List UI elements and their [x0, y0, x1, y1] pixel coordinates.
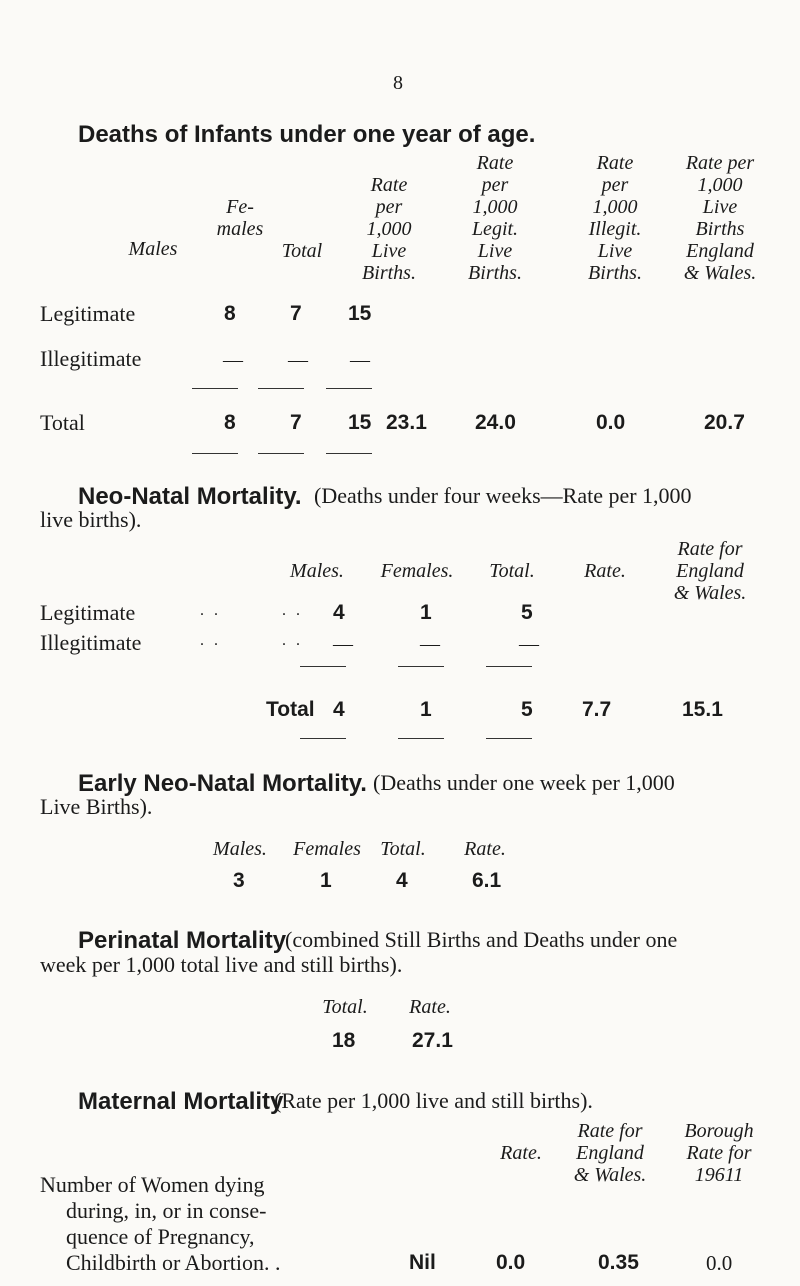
maternal-row-label: during, in, or in conse- — [66, 1198, 267, 1223]
early-neonatal-header-females: Females — [293, 838, 361, 860]
maternal-header-borough: Borough Rate for 19611 — [684, 1120, 754, 1186]
neonatal-cell-males: — — [333, 633, 353, 655]
infants-row-label: Legitimate — [40, 301, 136, 326]
neonatal-total-females: 1 — [420, 698, 432, 721]
maternal-row-label: Childbirth or Abortion. . — [66, 1250, 281, 1275]
infants-total-rate-illegit: 0.0 — [596, 411, 626, 434]
perinatal-title: Perinatal Mortality — [78, 927, 287, 954]
infants-header-rate-legit: Rate per 1,000 Legit. Live Births. — [468, 152, 522, 284]
neonatal-header-total: Total. — [489, 560, 535, 582]
divider — [258, 453, 304, 454]
infants-total-rate-live: 23.1 — [386, 411, 427, 434]
infants-header-males: Males — [128, 238, 178, 260]
leader-dots: . . — [200, 632, 221, 649]
early-neonatal-header-total: Total. — [380, 838, 426, 860]
infants-total-females: 7 — [290, 411, 302, 434]
infants-title: Deaths of Infants under one year of age. — [78, 121, 536, 148]
maternal-row-label: quence of Pregnancy, — [66, 1224, 255, 1249]
perinatal-desc: (combined Still Births and Deaths under one — [285, 927, 678, 952]
infants-cell-total: — — [350, 349, 370, 371]
early-neonatal-total: 4 — [396, 869, 408, 892]
infants-total-rate-legit: 24.0 — [475, 411, 516, 434]
perinatal-header-total: Total. — [322, 996, 368, 1018]
leader-dots: . . — [200, 602, 221, 619]
infants-cell-males: 8 — [224, 302, 236, 325]
neonatal-header-rate-england: Rate for England & Wales. — [673, 538, 747, 604]
divider — [326, 388, 372, 389]
leader-dots: . . — [282, 602, 303, 619]
neonatal-row-label: Illegitimate — [40, 630, 142, 655]
early-neonatal-desc: (Deaths under one week per 1,000 — [373, 770, 675, 795]
infants-total-label: Total — [40, 410, 85, 435]
neonatal-cell-total: 5 — [521, 601, 533, 624]
neonatal-cell-females: — — [420, 633, 440, 655]
infants-header-rate-illegit: Rate per 1,000 Illegit. Live Births. — [588, 152, 642, 284]
infants-cell-total: 15 — [348, 302, 372, 325]
divider — [192, 388, 238, 389]
maternal-rate-england: 0.35 — [598, 1251, 639, 1274]
infants-total-males: 8 — [224, 411, 236, 434]
neonatal-title: Neo-Natal Mortality. — [78, 483, 302, 510]
maternal-count: Nil — [409, 1251, 436, 1274]
neonatal-row-label: Legitimate — [40, 600, 136, 625]
neonatal-cell-total: — — [519, 633, 539, 655]
maternal-title: Maternal Mortality — [78, 1088, 284, 1115]
neonatal-header-males: Males. — [290, 560, 344, 582]
divider — [398, 666, 444, 667]
neonatal-desc-cont: live births). — [40, 507, 142, 532]
neonatal-total-rate-england: 15.1 — [682, 698, 723, 721]
perinatal-desc-cont: week per 1,000 total live and still births). — [40, 952, 403, 977]
page-number: 8 — [393, 72, 403, 94]
maternal-desc: (Rate per 1,000 live and still births). — [274, 1088, 593, 1113]
perinatal-rate: 27.1 — [412, 1029, 453, 1052]
divider — [486, 738, 532, 739]
leader-dots: . . — [282, 632, 303, 649]
infants-total-total: 15 — [348, 411, 372, 434]
early-neonatal-rate: 6.1 — [472, 869, 502, 892]
perinatal-total: 18 — [332, 1029, 356, 1052]
infants-cell-females: — — [288, 349, 308, 371]
neonatal-header-females: Females. — [380, 560, 454, 582]
infants-header-rate-live: Rate per 1,000 Live Births. — [362, 174, 416, 284]
early-neonatal-males: 3 — [233, 869, 245, 892]
early-neonatal-females: 1 — [320, 869, 332, 892]
maternal-header-rate: Rate. — [500, 1142, 542, 1164]
neonatal-total-males: 4 — [333, 698, 345, 721]
infants-header-total: Total — [281, 240, 323, 262]
early-neonatal-desc-cont: Live Births). — [40, 794, 153, 819]
divider — [326, 453, 372, 454]
infants-header-rate-england: Rate per 1,000 Live Births England & Wales. — [683, 152, 757, 284]
infants-total-rate-england: 20.7 — [704, 411, 745, 434]
infants-cell-females: 7 — [290, 302, 302, 325]
early-neonatal-title: Early Neo-Natal Mortality. — [78, 770, 367, 797]
early-neonatal-header-males: Males. — [213, 838, 267, 860]
neonatal-total-rate: 7.7 — [582, 698, 612, 721]
early-neonatal-header-rate: Rate. — [464, 838, 506, 860]
maternal-rate: 0.0 — [496, 1251, 526, 1274]
infants-header-females: Fe- males — [216, 196, 264, 240]
infants-cell-males: — — [223, 349, 243, 371]
neonatal-cell-females: 1 — [420, 601, 432, 624]
neonatal-desc: (Deaths under four weeks—Rate per 1,000 — [314, 483, 692, 508]
divider — [398, 738, 444, 739]
neonatal-header-rate: Rate. — [584, 560, 626, 582]
infants-row-label: Illegitimate — [40, 346, 142, 371]
maternal-header-rate-england: Rate for England & Wales. — [573, 1120, 647, 1186]
maternal-row-label: Number of Women dying — [40, 1172, 265, 1197]
divider — [486, 666, 532, 667]
neonatal-total-label: Total — [266, 698, 315, 721]
divider — [300, 666, 346, 667]
neonatal-cell-males: 4 — [333, 601, 345, 624]
perinatal-header-rate: Rate. — [409, 996, 451, 1018]
maternal-borough: 0.0 — [706, 1251, 733, 1275]
neonatal-total-total: 5 — [521, 698, 533, 721]
divider — [300, 738, 346, 739]
divider — [258, 388, 304, 389]
divider — [192, 453, 238, 454]
